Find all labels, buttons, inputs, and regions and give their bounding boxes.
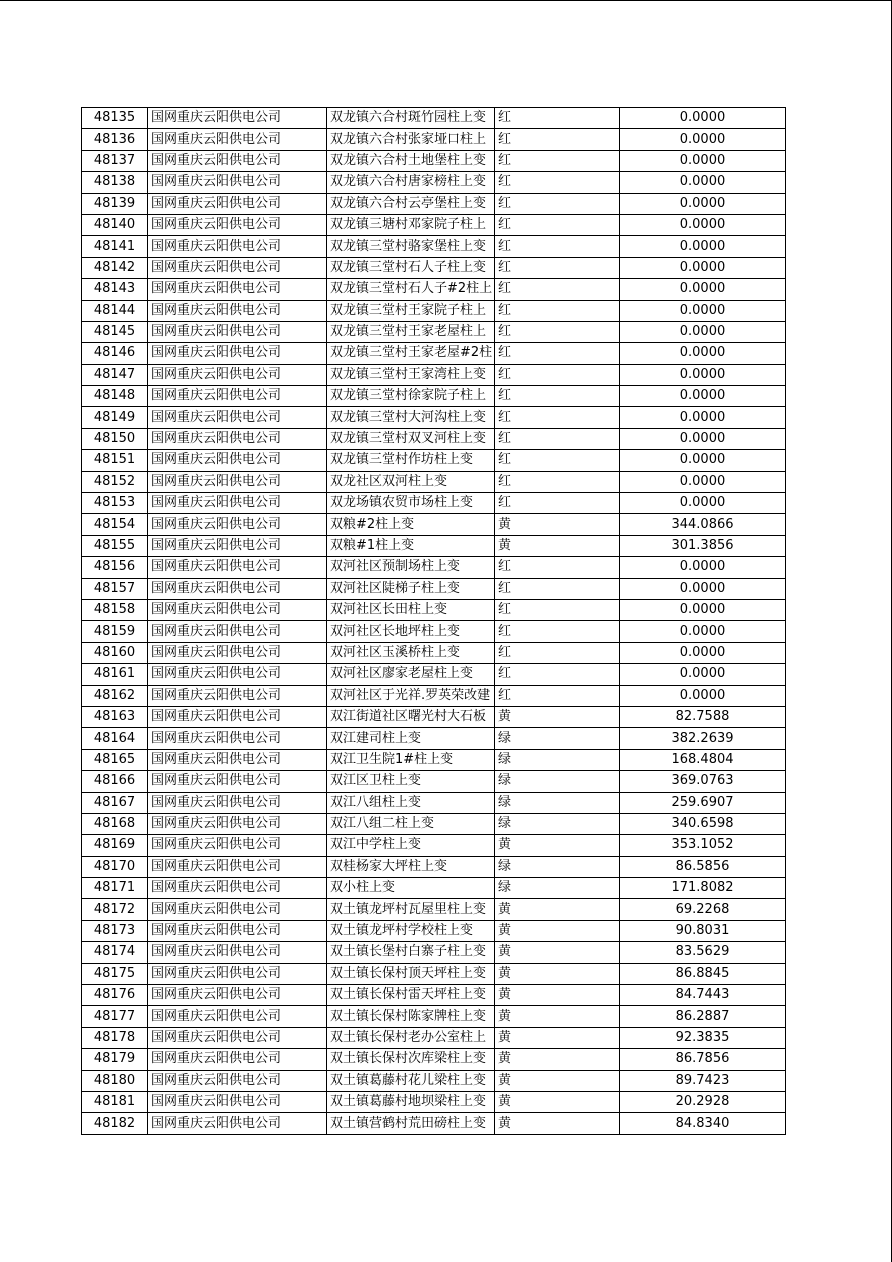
transformer-name-cell: 双龙镇三塘村邓家院子柱上 <box>327 214 495 235</box>
company-cell: 国网重庆云阳供电公司 <box>148 792 327 813</box>
status-cell: 黄 <box>495 514 620 535</box>
status-cell: 红 <box>495 321 620 342</box>
transformer-name-cell: 双龙社区双河柱上变 <box>327 471 495 492</box>
transformer-name-cell: 双江八组二柱上变 <box>327 813 495 834</box>
value-cell: 0.0000 <box>620 621 786 642</box>
value-cell: 259.6907 <box>620 792 786 813</box>
record-id-cell: 48182 <box>82 1113 148 1134</box>
table-row <box>82 364 786 385</box>
transformer-name-cell: 双江卫生院1#柱上变 <box>327 749 495 770</box>
table-row <box>82 300 786 321</box>
transformer-name-cell: 双龙镇三堂村石人子#2柱上 <box>327 279 495 300</box>
value-cell: 86.2887 <box>620 1006 786 1027</box>
transformer-name-cell: 双河社区长田柱上变 <box>327 599 495 620</box>
status-cell: 红 <box>495 557 620 578</box>
record-id-cell: 48151 <box>82 450 148 471</box>
transformer-name-cell: 双龙镇六合村张家垭口柱上 <box>327 129 495 150</box>
transformer-name-cell: 双河社区陡梯子柱上变 <box>327 578 495 599</box>
company-cell: 国网重庆云阳供电公司 <box>148 236 327 257</box>
value-cell: 0.0000 <box>620 557 786 578</box>
transformer-name-cell: 双河社区预制场柱上变 <box>327 557 495 578</box>
record-id-cell: 48148 <box>82 386 148 407</box>
table-row <box>82 236 786 257</box>
status-cell: 黄 <box>495 963 620 984</box>
company-cell: 国网重庆云阳供电公司 <box>148 407 327 428</box>
company-cell: 国网重庆云阳供电公司 <box>148 920 327 941</box>
status-cell: 红 <box>495 664 620 685</box>
value-cell: 369.0763 <box>620 771 786 792</box>
value-cell: 84.8340 <box>620 1113 786 1134</box>
table-row <box>82 749 786 770</box>
status-cell: 红 <box>495 300 620 321</box>
record-id-cell: 48140 <box>82 214 148 235</box>
record-id-cell: 48153 <box>82 493 148 514</box>
record-id-cell: 48146 <box>82 343 148 364</box>
company-cell: 国网重庆云阳供电公司 <box>148 706 327 727</box>
record-id-cell: 48144 <box>82 300 148 321</box>
transformer-name-cell: 双龙镇三堂村双叉河柱上变 <box>327 428 495 449</box>
table-row <box>82 428 786 449</box>
status-cell: 黄 <box>495 942 620 963</box>
status-cell: 黄 <box>495 835 620 856</box>
table-row <box>82 557 786 578</box>
transformer-name-cell: 双粮#1柱上变 <box>327 535 495 556</box>
table-row <box>82 321 786 342</box>
table-row <box>82 728 786 749</box>
value-cell: 0.0000 <box>620 471 786 492</box>
value-cell: 20.2928 <box>620 1091 786 1112</box>
value-cell: 171.8082 <box>620 878 786 899</box>
value-cell: 0.0000 <box>620 428 786 449</box>
value-cell: 90.8031 <box>620 920 786 941</box>
table-row <box>82 386 786 407</box>
table-row <box>82 450 786 471</box>
value-cell: 0.0000 <box>620 493 786 514</box>
record-id-cell: 48171 <box>82 878 148 899</box>
company-cell: 国网重庆云阳供电公司 <box>148 535 327 556</box>
company-cell: 国网重庆云阳供电公司 <box>148 343 327 364</box>
transformer-name-cell: 双龙镇六合村斑竹园柱上变 <box>327 108 495 129</box>
record-id-cell: 48175 <box>82 963 148 984</box>
record-id-cell: 48157 <box>82 578 148 599</box>
value-cell: 168.4804 <box>620 749 786 770</box>
status-cell: 红 <box>495 428 620 449</box>
transformer-name-cell: 双小柱上变 <box>327 878 495 899</box>
status-cell: 红 <box>495 450 620 471</box>
table-row <box>82 899 786 920</box>
table-row <box>82 1049 786 1070</box>
value-cell: 84.7443 <box>620 985 786 1006</box>
record-id-cell: 48168 <box>82 813 148 834</box>
record-id-cell: 48156 <box>82 557 148 578</box>
company-cell: 国网重庆云阳供电公司 <box>148 878 327 899</box>
record-id-cell: 48147 <box>82 364 148 385</box>
company-cell: 国网重庆云阳供电公司 <box>148 749 327 770</box>
transformer-name-cell: 双河社区长地坪柱上变 <box>327 621 495 642</box>
company-cell: 国网重庆云阳供电公司 <box>148 899 327 920</box>
company-cell: 国网重庆云阳供电公司 <box>148 1027 327 1048</box>
value-cell: 0.0000 <box>620 364 786 385</box>
value-cell: 0.0000 <box>620 343 786 364</box>
value-cell: 89.7423 <box>620 1070 786 1091</box>
value-cell: 0.0000 <box>620 599 786 620</box>
record-id-cell: 48155 <box>82 535 148 556</box>
record-id-cell: 48166 <box>82 771 148 792</box>
record-id-cell: 48149 <box>82 407 148 428</box>
transformer-name-cell: 双土镇龙坪村瓦屋里柱上变 <box>327 899 495 920</box>
value-cell: 0.0000 <box>620 236 786 257</box>
table-row <box>82 108 786 129</box>
transformer-name-cell: 双龙镇三堂村王家老屋柱上 <box>327 321 495 342</box>
status-cell: 黄 <box>495 899 620 920</box>
table-row <box>82 1006 786 1027</box>
record-id-cell: 48161 <box>82 664 148 685</box>
company-cell: 国网重庆云阳供电公司 <box>148 279 327 300</box>
table-row <box>82 493 786 514</box>
value-cell: 0.0000 <box>620 172 786 193</box>
table-row <box>82 835 786 856</box>
company-cell: 国网重庆云阳供电公司 <box>148 685 327 706</box>
value-cell: 0.0000 <box>620 108 786 129</box>
company-cell: 国网重庆云阳供电公司 <box>148 450 327 471</box>
value-cell: 92.3835 <box>620 1027 786 1048</box>
value-cell: 0.0000 <box>620 664 786 685</box>
record-id-cell: 48138 <box>82 172 148 193</box>
table-row <box>82 279 786 300</box>
company-cell: 国网重庆云阳供电公司 <box>148 493 327 514</box>
record-id-cell: 48181 <box>82 1091 148 1112</box>
record-id-cell: 48162 <box>82 685 148 706</box>
table-row <box>82 150 786 171</box>
table-row <box>82 792 786 813</box>
transformer-name-cell: 双龙镇三堂村徐家院子柱上 <box>327 386 495 407</box>
status-cell: 红 <box>495 621 620 642</box>
status-cell: 红 <box>495 193 620 214</box>
table-row <box>82 685 786 706</box>
record-id-cell: 48137 <box>82 150 148 171</box>
company-cell: 国网重庆云阳供电公司 <box>148 856 327 877</box>
table-row <box>82 920 786 941</box>
status-cell: 绿 <box>495 792 620 813</box>
value-cell: 0.0000 <box>620 150 786 171</box>
status-cell: 红 <box>495 108 620 129</box>
company-cell: 国网重庆云阳供电公司 <box>148 300 327 321</box>
transformer-name-cell: 双龙镇三堂村大河沟柱上变 <box>327 407 495 428</box>
record-id-cell: 48178 <box>82 1027 148 1048</box>
company-cell: 国网重庆云阳供电公司 <box>148 621 327 642</box>
value-cell: 0.0000 <box>620 450 786 471</box>
record-id-cell: 48159 <box>82 621 148 642</box>
status-cell: 红 <box>495 172 620 193</box>
record-id-cell: 48160 <box>82 642 148 663</box>
value-cell: 86.5856 <box>620 856 786 877</box>
table-row <box>82 1091 786 1112</box>
table-row <box>82 172 786 193</box>
record-id-cell: 48135 <box>82 108 148 129</box>
company-cell: 国网重庆云阳供电公司 <box>148 963 327 984</box>
record-id-cell: 48172 <box>82 899 148 920</box>
record-id-cell: 48180 <box>82 1070 148 1091</box>
transformer-name-cell: 双江区卫柱上变 <box>327 771 495 792</box>
transformer-name-cell: 双龙镇三堂村王家院子柱上 <box>327 300 495 321</box>
data-table <box>81 107 786 1135</box>
status-cell: 黄 <box>495 1113 620 1134</box>
transformer-name-cell: 双土镇营鹤村荒田磅柱上变 <box>327 1113 495 1134</box>
company-cell: 国网重庆云阳供电公司 <box>148 642 327 663</box>
company-cell: 国网重庆云阳供电公司 <box>148 557 327 578</box>
status-cell: 红 <box>495 599 620 620</box>
transformer-name-cell: 双河社区玉溪桥柱上变 <box>327 642 495 663</box>
status-cell: 红 <box>495 150 620 171</box>
transformer-name-cell: 双江中学柱上变 <box>327 835 495 856</box>
table-row <box>82 214 786 235</box>
transformer-name-cell: 双江建司柱上变 <box>327 728 495 749</box>
transformer-name-cell: 双龙镇六合村土地堡柱上变 <box>327 150 495 171</box>
status-cell: 黄 <box>495 535 620 556</box>
status-cell: 黄 <box>495 1027 620 1048</box>
transformer-name-cell: 双土镇龙坪村学校柱上变 <box>327 920 495 941</box>
status-cell: 红 <box>495 364 620 385</box>
status-cell: 红 <box>495 407 620 428</box>
value-cell: 353.1052 <box>620 835 786 856</box>
company-cell: 国网重庆云阳供电公司 <box>148 129 327 150</box>
table-row <box>82 813 786 834</box>
company-cell: 国网重庆云阳供电公司 <box>148 1113 327 1134</box>
record-id-cell: 48139 <box>82 193 148 214</box>
company-cell: 国网重庆云阳供电公司 <box>148 664 327 685</box>
company-cell: 国网重庆云阳供电公司 <box>148 214 327 235</box>
table-row <box>82 706 786 727</box>
status-cell: 黄 <box>495 1091 620 1112</box>
company-cell: 国网重庆云阳供电公司 <box>148 364 327 385</box>
transformer-name-cell: 双土镇长保村次库梁柱上变 <box>327 1049 495 1070</box>
company-cell: 国网重庆云阳供电公司 <box>148 150 327 171</box>
company-cell: 国网重庆云阳供电公司 <box>148 1049 327 1070</box>
company-cell: 国网重庆云阳供电公司 <box>148 321 327 342</box>
transformer-name-cell: 双土镇长保村陈家牌柱上变 <box>327 1006 495 1027</box>
transformer-name-cell: 双粮#2柱上变 <box>327 514 495 535</box>
value-cell: 0.0000 <box>620 386 786 407</box>
transformer-name-cell: 双龙镇三堂村作坊柱上变 <box>327 450 495 471</box>
status-cell: 黄 <box>495 1049 620 1070</box>
record-id-cell: 48145 <box>82 321 148 342</box>
value-cell: 301.3856 <box>620 535 786 556</box>
table-row <box>82 1113 786 1134</box>
record-id-cell: 48176 <box>82 985 148 1006</box>
status-cell: 红 <box>495 343 620 364</box>
record-id-cell: 48177 <box>82 1006 148 1027</box>
table-row <box>82 578 786 599</box>
value-cell: 86.7856 <box>620 1049 786 1070</box>
company-cell: 国网重庆云阳供电公司 <box>148 514 327 535</box>
transformer-name-cell: 双龙镇三堂村王家湾柱上变 <box>327 364 495 385</box>
transformer-name-cell: 双河社区于光祥.罗英荣改建 <box>327 685 495 706</box>
company-cell: 国网重庆云阳供电公司 <box>148 1070 327 1091</box>
table-row <box>82 535 786 556</box>
status-cell: 红 <box>495 685 620 706</box>
table-row <box>82 942 786 963</box>
transformer-name-cell: 双土镇长堡村白寨子柱上变 <box>327 942 495 963</box>
record-id-cell: 48143 <box>82 279 148 300</box>
transformer-name-cell: 双土镇长保村老办公室柱上 <box>327 1027 495 1048</box>
company-cell: 国网重庆云阳供电公司 <box>148 172 327 193</box>
status-cell: 黄 <box>495 920 620 941</box>
status-cell: 绿 <box>495 749 620 770</box>
value-cell: 344.0866 <box>620 514 786 535</box>
status-cell: 红 <box>495 493 620 514</box>
table-row <box>82 642 786 663</box>
value-cell: 0.0000 <box>620 279 786 300</box>
value-cell: 86.8845 <box>620 963 786 984</box>
value-cell: 0.0000 <box>620 129 786 150</box>
table-row <box>82 1027 786 1048</box>
company-cell: 国网重庆云阳供电公司 <box>148 771 327 792</box>
table-row <box>82 963 786 984</box>
status-cell: 绿 <box>495 771 620 792</box>
status-cell: 红 <box>495 236 620 257</box>
company-cell: 国网重庆云阳供电公司 <box>148 728 327 749</box>
table-row <box>82 599 786 620</box>
transformer-name-cell: 双土镇葛藤村花儿梁柱上变 <box>327 1070 495 1091</box>
status-cell: 红 <box>495 471 620 492</box>
company-cell: 国网重庆云阳供电公司 <box>148 471 327 492</box>
company-cell: 国网重庆云阳供电公司 <box>148 108 327 129</box>
value-cell: 0.0000 <box>620 407 786 428</box>
table-row <box>82 664 786 685</box>
company-cell: 国网重庆云阳供电公司 <box>148 835 327 856</box>
transformer-name-cell: 双龙镇六合村云亭堡柱上变 <box>327 193 495 214</box>
value-cell: 340.6598 <box>620 813 786 834</box>
value-cell: 83.5629 <box>620 942 786 963</box>
table-row <box>82 856 786 877</box>
table-row <box>82 471 786 492</box>
status-cell: 红 <box>495 257 620 278</box>
value-cell: 0.0000 <box>620 193 786 214</box>
table-row <box>82 257 786 278</box>
value-cell: 0.0000 <box>620 300 786 321</box>
value-cell: 382.2639 <box>620 728 786 749</box>
status-cell: 绿 <box>495 728 620 749</box>
record-id-cell: 48142 <box>82 257 148 278</box>
table-row <box>82 407 786 428</box>
transformer-name-cell: 双龙镇六合村唐家榜柱上变 <box>327 172 495 193</box>
status-cell: 红 <box>495 386 620 407</box>
value-cell: 69.2268 <box>620 899 786 920</box>
status-cell: 绿 <box>495 878 620 899</box>
page-top-border <box>0 0 892 1</box>
transformer-name-cell: 双河社区廖家老屋柱上变 <box>327 664 495 685</box>
record-id-cell: 48158 <box>82 599 148 620</box>
value-cell: 0.0000 <box>620 321 786 342</box>
transformer-name-cell: 双土镇长保村顶天坪柱上变 <box>327 963 495 984</box>
company-cell: 国网重庆云阳供电公司 <box>148 1006 327 1027</box>
status-cell: 红 <box>495 578 620 599</box>
table-body <box>82 108 786 1135</box>
value-cell: 0.0000 <box>620 257 786 278</box>
value-cell: 0.0000 <box>620 685 786 706</box>
company-cell: 国网重庆云阳供电公司 <box>148 599 327 620</box>
transformer-name-cell: 双桂杨家大坪柱上变 <box>327 856 495 877</box>
record-id-cell: 48136 <box>82 129 148 150</box>
status-cell: 红 <box>495 279 620 300</box>
status-cell: 黄 <box>495 985 620 1006</box>
company-cell: 国网重庆云阳供电公司 <box>148 942 327 963</box>
company-cell: 国网重庆云阳供电公司 <box>148 257 327 278</box>
table-row <box>82 985 786 1006</box>
table-row <box>82 193 786 214</box>
table-row <box>82 621 786 642</box>
record-id-cell: 48154 <box>82 514 148 535</box>
value-cell: 82.7588 <box>620 706 786 727</box>
status-cell: 黄 <box>495 1006 620 1027</box>
record-id-cell: 48152 <box>82 471 148 492</box>
transformer-name-cell: 双江街道社区曙光村大石板 <box>327 706 495 727</box>
status-cell: 绿 <box>495 813 620 834</box>
record-id-cell: 48165 <box>82 749 148 770</box>
record-id-cell: 48170 <box>82 856 148 877</box>
record-id-cell: 48167 <box>82 792 148 813</box>
transformer-name-cell: 双龙镇三堂村骆家堡柱上变 <box>327 236 495 257</box>
record-id-cell: 48173 <box>82 920 148 941</box>
record-id-cell: 48164 <box>82 728 148 749</box>
company-cell: 国网重庆云阳供电公司 <box>148 578 327 599</box>
company-cell: 国网重庆云阳供电公司 <box>148 386 327 407</box>
table-row <box>82 514 786 535</box>
transformer-name-cell: 双土镇长保村雷天坪柱上变 <box>327 985 495 1006</box>
table-row <box>82 771 786 792</box>
transformer-name-cell: 双龙镇三堂村石人子柱上变 <box>327 257 495 278</box>
value-cell: 0.0000 <box>620 642 786 663</box>
company-cell: 国网重庆云阳供电公司 <box>148 428 327 449</box>
table-row <box>82 1070 786 1091</box>
record-id-cell: 48163 <box>82 706 148 727</box>
record-id-cell: 48179 <box>82 1049 148 1070</box>
value-cell: 0.0000 <box>620 214 786 235</box>
status-cell: 绿 <box>495 856 620 877</box>
record-id-cell: 48150 <box>82 428 148 449</box>
transformer-name-cell: 双江八组柱上变 <box>327 792 495 813</box>
status-cell: 黄 <box>495 706 620 727</box>
record-id-cell: 48141 <box>82 236 148 257</box>
company-cell: 国网重庆云阳供电公司 <box>148 1091 327 1112</box>
transformer-name-cell: 双龙场镇农贸市场柱上变 <box>327 493 495 514</box>
status-cell: 黄 <box>495 1070 620 1091</box>
company-cell: 国网重庆云阳供电公司 <box>148 813 327 834</box>
company-cell: 国网重庆云阳供电公司 <box>148 193 327 214</box>
transformer-name-cell: 双龙镇三堂村王家老屋#2柱 <box>327 343 495 364</box>
table-row <box>82 129 786 150</box>
table-row <box>82 878 786 899</box>
company-cell: 国网重庆云阳供电公司 <box>148 985 327 1006</box>
status-cell: 红 <box>495 642 620 663</box>
transformer-name-cell: 双土镇葛藤村地坝梁柱上变 <box>327 1091 495 1112</box>
status-cell: 红 <box>495 129 620 150</box>
table-row <box>82 343 786 364</box>
record-id-cell: 48174 <box>82 942 148 963</box>
record-id-cell: 48169 <box>82 835 148 856</box>
value-cell: 0.0000 <box>620 578 786 599</box>
status-cell: 红 <box>495 214 620 235</box>
